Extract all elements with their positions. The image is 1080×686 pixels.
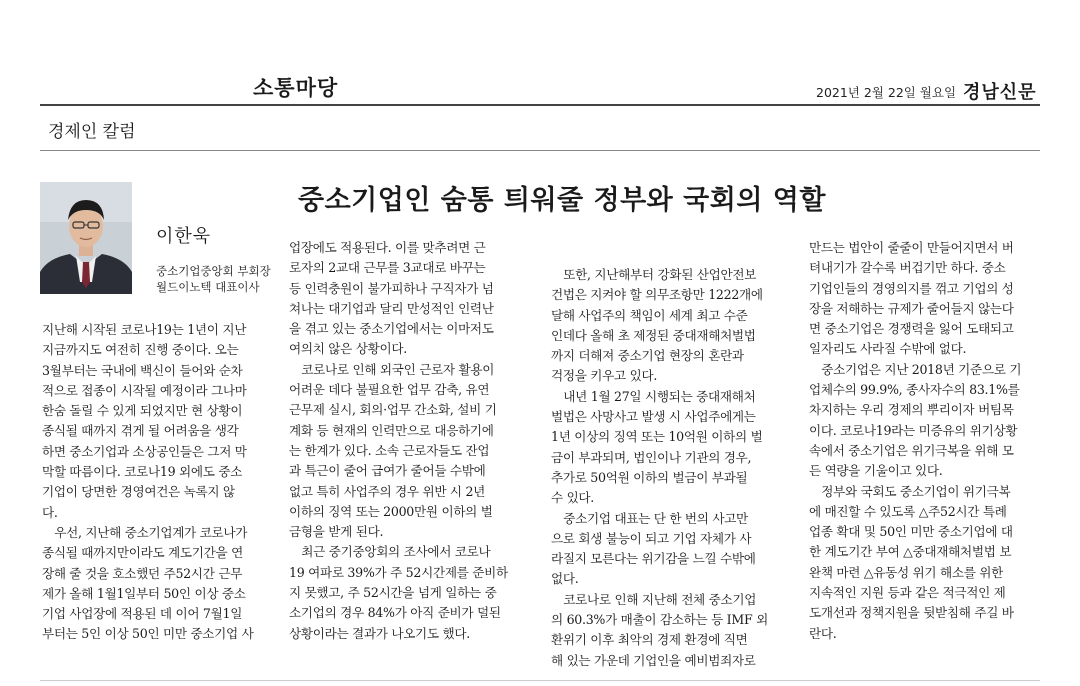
article-text-line: 우선, 지난해 중소기업계가 코로나가	[42, 524, 248, 540]
article-text-line: 정부와 국회도 중소기업이 위기극복	[809, 483, 1011, 499]
article-text-line: 금형을 받게 된다.	[289, 524, 384, 540]
article-text-line: 기업인들의 경영의지를 꺾고 기업의 성	[809, 280, 1014, 296]
article-text-line: 한 계도기간 부여 △중대재해처벌법 보	[809, 544, 1012, 560]
article-text-line: 소기업의 경우 84%가 아직 준비가 덜된	[289, 605, 501, 621]
article-text-line: 걱정을 키우고 있다.	[551, 368, 658, 384]
article-headline: 중소기업인 숨통 틔워줄 정부와 국회의 역할	[298, 185, 826, 216]
article-text-line: 해 있는 가운데 기업인을 예비범죄자로	[551, 652, 756, 668]
article-text-line: 여의치 않은 상황이다.	[289, 341, 407, 357]
article-text-line: 란다.	[809, 625, 837, 641]
article-text-line: 라질지 모른다는 위기감을 느낄 수밖에	[551, 551, 756, 567]
article-text-line: 업체수의 99.9%, 종사자수의 83.1%를	[809, 382, 1020, 398]
article-text-line: 장해 줄 것을 호소했던 주52시간 근무	[42, 565, 243, 581]
article-text-line: 하면 중소기업과 소상공인들은 그저 막	[42, 443, 247, 459]
column-label: 경제인 칼럼	[48, 122, 136, 142]
article-text-line: 최근 중기중앙회의 조사에서 코로나	[289, 544, 491, 560]
author-title-line: 월드이노텍 대표이사	[156, 280, 260, 294]
article-text-line: 완책 마련 △유동성 위기 해소를 위한	[809, 564, 1004, 580]
article-text-line: 지금까지도 여전히 진행 중이다. 오는	[42, 342, 239, 358]
article-text-line: 상황이라는 결과가 나오기도 했다.	[289, 625, 470, 641]
article-text-line: 만드는 법안이 줄줄이 만들어지면서 버	[809, 240, 1014, 255]
article-column-2	[289, 238, 529, 644]
article-text-line: 건법은 지켜야 할 의무조항만 1222개에	[551, 287, 763, 303]
article-text-line: 로자의 2교대 근무를 3교대로 바꾸는	[289, 260, 486, 276]
article-text-line: 면 중소기업은 경쟁력을 잃어 도태되고	[809, 321, 1014, 337]
article-text-line: 지속적인 지원 등과 같은 적극적인 제	[809, 585, 1006, 601]
article-text-line: 쳐나는 대기업과 달리 만성적인 인력난	[289, 300, 494, 316]
section-title: 소통마당	[253, 76, 339, 100]
article-column-1	[42, 320, 274, 645]
article-text-line: 중소기업 대표는 단 한 번의 사고만	[551, 510, 748, 526]
article-text-line: 지 못했고, 주 52시간을 넘게 일하는 중	[289, 585, 497, 601]
article-text-line: 기업이 당면한 경영여건은 녹록지 않	[42, 484, 235, 500]
article-text-line: 금이 부과되며, 법인이나 기관의 경우,	[551, 449, 752, 465]
article-text-line: 을 겪고 있는 중소기업에서는 이마저도	[289, 321, 494, 337]
column-label-rule	[40, 150, 1040, 151]
publication-date: 2021년 2월 22일 월요일	[816, 85, 957, 100]
article-text-line: 등 인력충원이 불가피하나 구직자가 넘	[289, 280, 494, 296]
article-text-line: 달해 사업주의 책임이 세계 최고 수준	[551, 307, 748, 323]
article-text-line: 종식될 때까지만이라도 계도기간을 연	[42, 545, 243, 561]
author-title-line: 중소기업중앙회 부회장	[156, 264, 271, 278]
article-text-line: 으로 회생 불능이 되고 기업 자체가 사	[551, 530, 752, 546]
article-text-line: 의 60.3%가 매출이 감소하는 등 IMF 외	[551, 612, 768, 628]
article-column-4	[809, 238, 1049, 644]
article-text-line: 텨내기가 갈수록 버겁기만 하다. 중소	[809, 260, 1006, 276]
article-text-line: 3월부터는 국내에 백신이 들어와 순차	[42, 362, 243, 378]
header-rule	[40, 104, 1040, 106]
article-text-line: 환위기 이후 최악의 경제 환경에 직면	[551, 632, 748, 648]
article-text-line: 기업 사업장에 적용된 데 이어 7월1일	[42, 606, 243, 622]
article-text-line: 까지 더해져 중소기업 현장의 혼란과	[551, 348, 744, 364]
article-text-line: 없다.	[551, 571, 579, 587]
author-name: 이한욱	[156, 226, 212, 247]
article-text-line: 에 매진할 수 있도록 △주52시간 특례	[809, 503, 1007, 519]
article-text-line: 다.	[42, 504, 58, 520]
article-text-line: 코로나로 인해 지난해 전체 중소기업	[551, 591, 757, 607]
article-text-line: 중소기업은 지난 2018년 기준으로 기	[809, 361, 1022, 377]
article-text-line: 근무제 실시, 회의·업무 간소화, 설비 기	[289, 402, 497, 418]
article-text-line: 이다. 코로나19라는 미증유의 위기상황	[809, 422, 1018, 438]
article-text-line: 일자리도 사라질 수밖에 없다.	[809, 341, 967, 357]
footer-rule	[40, 680, 1040, 681]
author-photo	[40, 182, 132, 294]
article-text-line: 없고 특히 사업주의 경우 위반 시 2년	[289, 483, 486, 499]
article-text-line: 부터는 5인 이상 50인 미만 중소기업 사	[42, 626, 254, 642]
article-text-line: 업종 확대 및 50인 미만 중소기업에 대	[809, 524, 1013, 540]
article-text-line: 또한, 지난해부터 강화된 산업안전보	[551, 267, 757, 282]
article-text-line: 과 특근이 줄어 급여가 줄어들 수밖에	[289, 463, 486, 479]
article-text-line: 어려운 데다 불필요한 업무 감축, 유연	[289, 382, 490, 398]
article-text-line: 도개선과 정책지원을 뒷받침해 주길 바	[809, 605, 1014, 621]
article-text-line: 추가로 50억원 이하의 벌금이 부과될	[551, 469, 748, 485]
article-text-line: 든 역량을 기울이고 있다.	[809, 463, 943, 479]
article-text-line: 막할 따름이다. 코로나19 외에도 중소	[42, 464, 243, 480]
article-text-line: 19 여파로 39%가 주 52시간제를 준비하	[289, 564, 508, 580]
article-text-line: 업장에도 적용된다. 이를 맞추려면 근	[289, 240, 486, 255]
article-text-line: 는 한계가 있다. 소속 근로자들도 잔업	[289, 442, 490, 458]
article-text-line: 1년 이상의 징역 또는 10억원 이하의 벌	[551, 429, 763, 445]
author-portrait-icon	[40, 182, 132, 294]
article-column-3	[551, 265, 791, 671]
article-text-line: 장을 저해하는 규제가 줄어들지 않는다	[809, 300, 1014, 316]
article-text-line: 코로나로 인해 외국인 근로자 활용이	[289, 361, 495, 377]
article-text-line: 적으로 접종이 시작될 예정이라 그나마	[42, 382, 247, 398]
article-text-line: 이하의 징역 또는 2000만원 이하의 벌	[289, 503, 493, 519]
article-text-line: 한숨 돌릴 수 있게 되었지만 현 상황이	[42, 403, 243, 419]
article-text-line: 수 있다.	[551, 490, 595, 506]
article-text-line: 속에서 중소기업은 위기극복을 위해 모	[809, 442, 1014, 458]
article-text-line: 계화 등 현재의 인력만으로 대응하기에	[289, 422, 494, 438]
author-title	[156, 263, 271, 295]
newspaper-logo: 경남신문	[963, 82, 1037, 103]
article-text-line: 내년 1월 27일 시행되는 중대재해처	[551, 388, 756, 404]
article-text-line: 제가 올해 1월1일부터 50인 이상 중소	[42, 585, 246, 601]
article-text-line: 종식될 때까지 겪게 될 어려움을 생각	[42, 423, 239, 439]
article-text-line: 인데다 올해 초 제정된 중대재해처벌법	[551, 327, 756, 343]
article-text-line: 차지하는 우리 경제의 뿌리이자 버팀목	[809, 402, 1014, 418]
article-text-line: 벌법은 사망사고 발생 시 사업주에게는	[551, 409, 756, 425]
article-text-line: 지난해 시작된 코로나19는 1년이 지난	[42, 322, 247, 337]
